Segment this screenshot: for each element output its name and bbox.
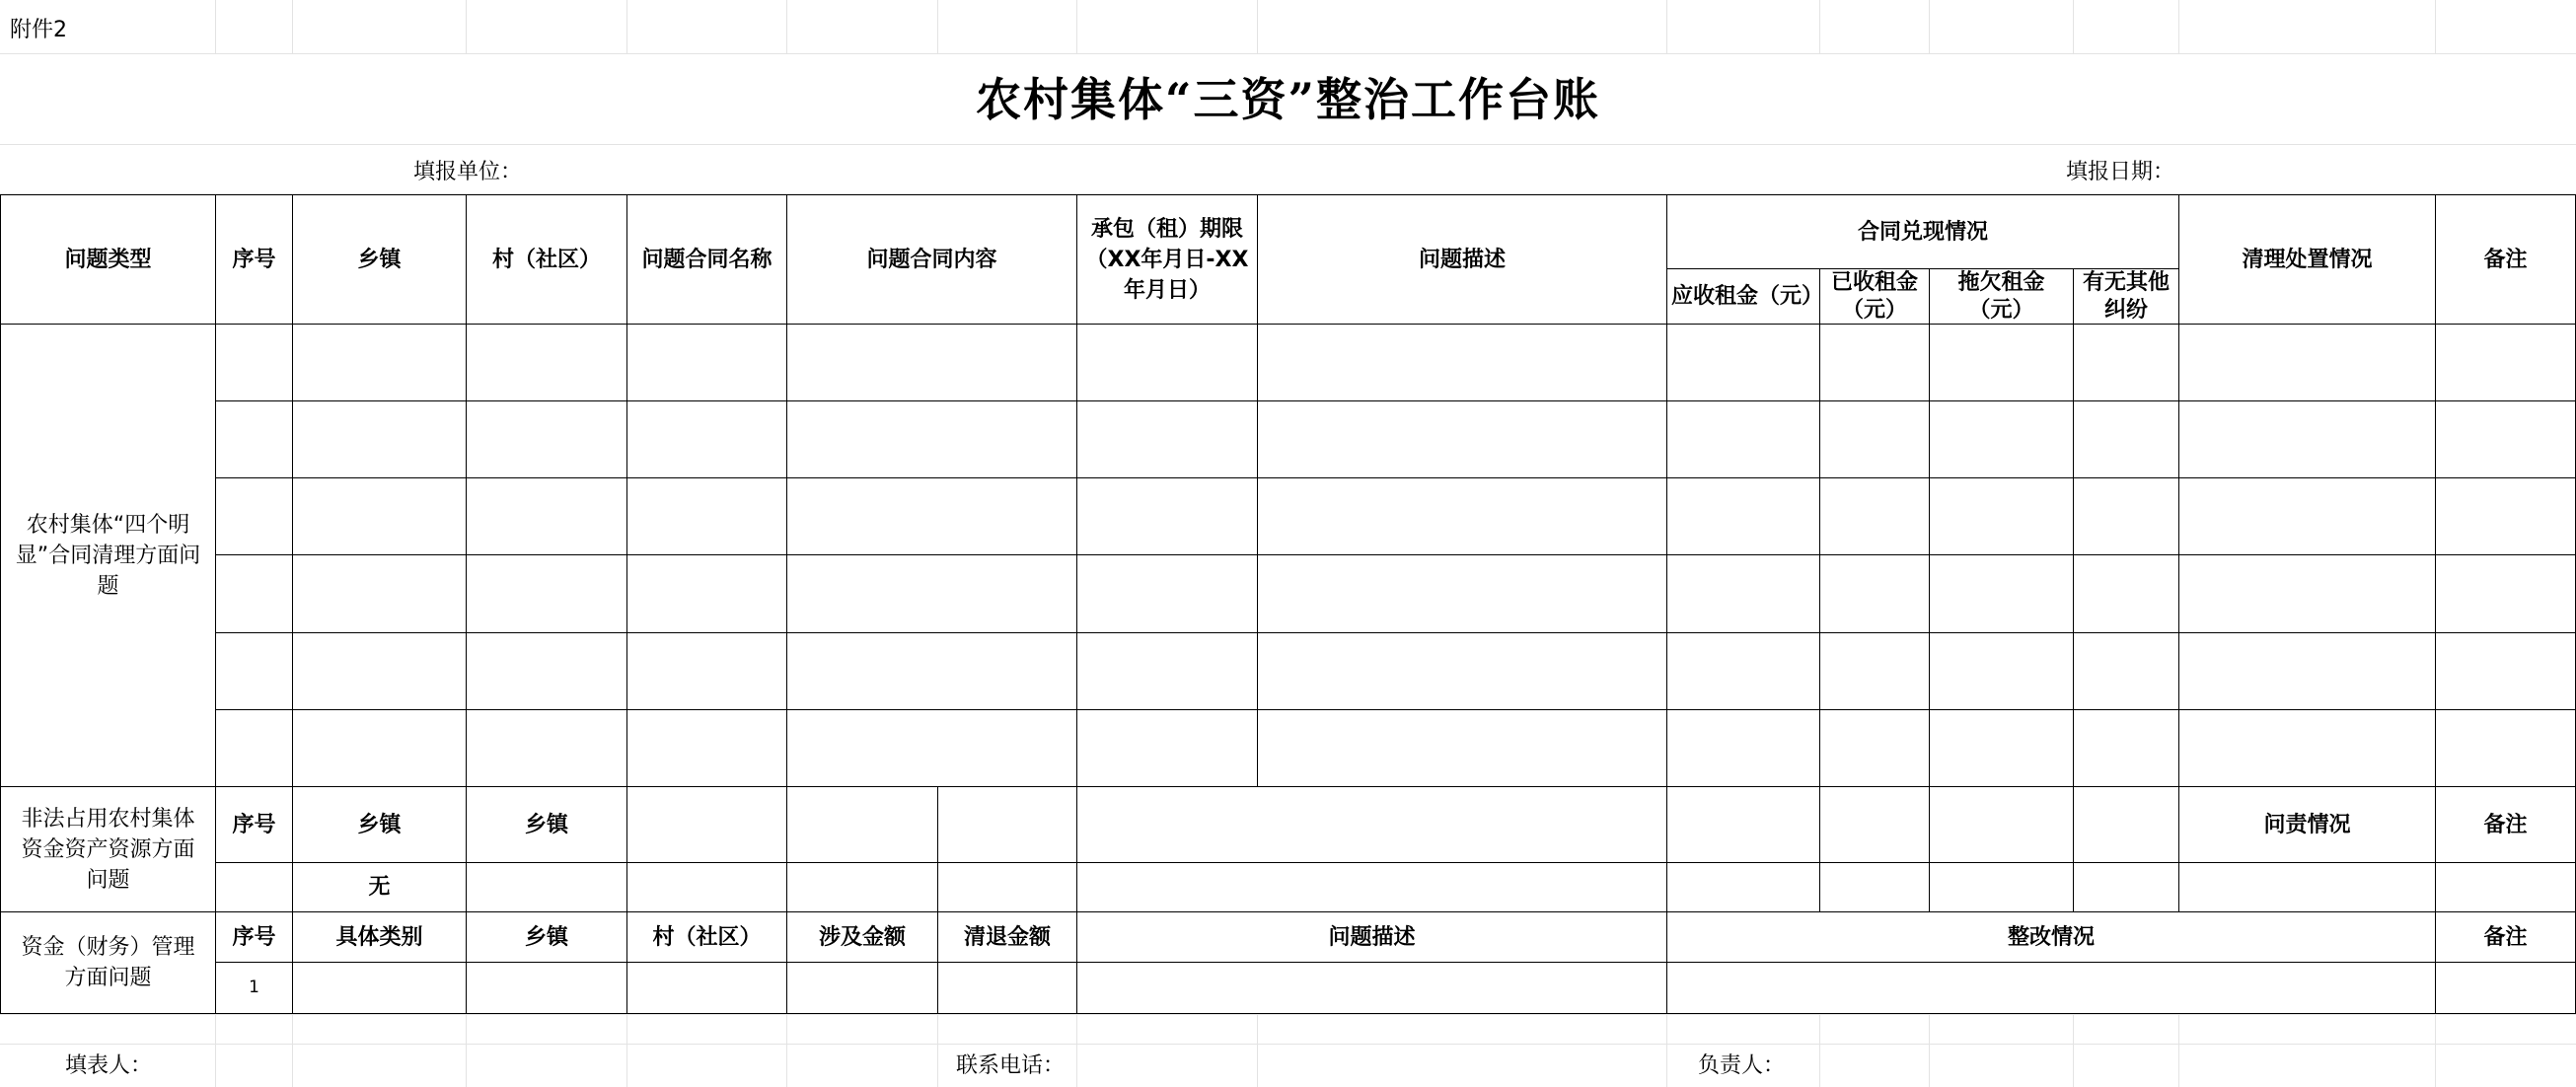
table-cell [1076, 554, 1258, 633]
table-cell [1076, 709, 1258, 787]
table-cell [1257, 477, 1667, 555]
header-serial: 序号 [215, 194, 293, 325]
table-cell [786, 862, 938, 912]
table-cell [1257, 709, 1667, 787]
table-cell [626, 709, 787, 787]
table-cell [626, 324, 787, 401]
table-cell [292, 709, 467, 787]
table-cell [2435, 632, 2576, 710]
gridline [292, 1014, 293, 1044]
page-title: 农村集体“三资”整治工作台账 [976, 72, 1600, 126]
gridline [2073, 1044, 2074, 1087]
s2-header-remarks: 备注 [2435, 786, 2576, 863]
s3-row-serial: 1 [215, 962, 293, 1014]
table-cell [1076, 632, 1258, 710]
filler-label: 填表人： [65, 1052, 153, 1078]
responsible-label: 负责人： [1698, 1052, 1786, 1078]
table-cell [1819, 477, 1930, 555]
gridline [2073, 0, 2074, 53]
table-cell [1819, 400, 1930, 478]
s2-header-blank [937, 786, 1077, 863]
table-cell [1929, 709, 2074, 787]
table-cell [1666, 962, 2436, 1014]
table-cell [786, 554, 1077, 633]
s2-header-blank [1076, 786, 1667, 863]
table-cell [626, 477, 787, 555]
s2-header-blank [1819, 786, 1930, 863]
table-cell [292, 632, 467, 710]
table-cell [2435, 862, 2576, 912]
phone-label: 联系电话： [956, 1052, 1066, 1078]
table-cell [1819, 554, 1930, 633]
gridline [1929, 1014, 1930, 1044]
table-cell [786, 962, 938, 1014]
table-cell [2073, 632, 2179, 710]
table-cell [1666, 477, 1820, 555]
header-rent-due: 应收租金（元） [1666, 268, 1820, 325]
table-cell [786, 400, 1077, 478]
table-cell [466, 862, 627, 912]
gridline [466, 1044, 467, 1087]
table-cell [786, 324, 1077, 401]
table-cell [1819, 862, 1930, 912]
table-cell [2435, 477, 2576, 555]
s2-header-township: 乡镇 [292, 786, 467, 863]
gridline [0, 53, 2576, 54]
gridline [1819, 1014, 1820, 1044]
header-remarks: 备注 [2435, 194, 2576, 325]
table-cell [2073, 862, 2179, 912]
table-cell [1666, 709, 1820, 787]
table-cell [215, 709, 293, 787]
table-cell [1929, 400, 2074, 478]
s2-header-serial: 序号 [215, 786, 293, 863]
header-contract-content: 问题合同内容 [786, 194, 1077, 325]
gridline [1076, 1014, 1077, 1044]
table-cell [1819, 709, 1930, 787]
header-fulfillment: 合同兑现情况 [1666, 194, 2179, 269]
gridline [786, 1044, 787, 1087]
s3-header-serial: 序号 [215, 911, 293, 963]
section1-category: 农村集体“四个明显”合同清理方面问题 [0, 324, 216, 787]
table-cell [292, 962, 467, 1014]
gridline [0, 1044, 2576, 1045]
table-cell [2435, 709, 2576, 787]
table-cell [1929, 477, 2074, 555]
table-cell [215, 632, 293, 710]
gridline [292, 0, 293, 53]
gridline [786, 1014, 787, 1044]
s3-header-refund-amount: 清退金额 [937, 911, 1077, 963]
header-rent-received: 已收租金（元） [1819, 268, 1930, 325]
fill-date-label: 填报日期： [2066, 159, 2175, 184]
table-cell [2435, 554, 2576, 633]
header-dispute: 有无其他纠纷 [2073, 268, 2179, 325]
table-cell [292, 400, 467, 478]
table-cell [1666, 554, 1820, 633]
s3-header-problem-desc: 问题描述 [1076, 911, 1667, 963]
header-village: 村（社区） [466, 194, 627, 325]
gridline [466, 0, 467, 53]
gridline [1819, 0, 1820, 53]
gridline [2178, 1044, 2179, 1087]
table-cell [2178, 554, 2436, 633]
gridline [1257, 0, 1258, 53]
table-cell [1257, 554, 1667, 633]
table-cell [1257, 632, 1667, 710]
section2-category: 非法占用农村集体资金资产资源方面问题 [0, 786, 216, 912]
gridline [937, 1014, 938, 1044]
s2-header-blank [1666, 786, 1820, 863]
table-cell [1076, 962, 1667, 1014]
s3-header-amount-involved: 涉及金额 [786, 911, 938, 963]
gridline [937, 1044, 938, 1087]
table-cell [215, 862, 293, 912]
s3-header-specific-category: 具体类别 [292, 911, 467, 963]
table-cell [1819, 324, 1930, 401]
table-cell [2435, 962, 2576, 1014]
gridline [0, 144, 2576, 145]
s2-header-blank [1929, 786, 2074, 863]
table-cell [2178, 709, 2436, 787]
s2-header-blank [786, 786, 938, 863]
section3-category: 资金（财务）管理方面问题 [0, 911, 216, 1014]
fill-unit-label: 填报单位： [413, 159, 523, 184]
table-cell [1666, 324, 1820, 401]
gridline [215, 1014, 216, 1044]
table-cell [937, 962, 1077, 1014]
table-cell [626, 862, 787, 912]
table-cell [2073, 324, 2179, 401]
s2-header-blank [626, 786, 787, 863]
table-cell [215, 400, 293, 478]
gridline [626, 1014, 627, 1044]
table-cell [626, 400, 787, 478]
gridline [1666, 1044, 1667, 1087]
table-cell [215, 554, 293, 633]
gridline [626, 1044, 627, 1087]
table-cell [1076, 477, 1258, 555]
gridline [2073, 1014, 2074, 1044]
table-cell [937, 862, 1077, 912]
gridline [1257, 1014, 1258, 1044]
gridline [2178, 1014, 2179, 1044]
attachment-label: 附件2 [10, 17, 67, 42]
table-cell [1819, 632, 1930, 710]
table-cell [1076, 400, 1258, 478]
gridline [937, 0, 938, 53]
gridline [1257, 1044, 1258, 1087]
table-cell [786, 477, 1077, 555]
table-cell [2435, 324, 2576, 401]
table-cell [466, 324, 627, 401]
s2-header-blank [2073, 786, 2179, 863]
table-cell [1666, 400, 1820, 478]
table-cell [2178, 324, 2436, 401]
table-cell [1929, 862, 2074, 912]
s3-header-village: 村（社区） [626, 911, 787, 963]
table-cell [215, 324, 293, 401]
table-cell [2178, 632, 2436, 710]
gridline [2178, 0, 2179, 53]
gridline [1929, 0, 1930, 53]
table-cell [1257, 400, 1667, 478]
table-cell [466, 962, 627, 1014]
table-cell [466, 709, 627, 787]
s2-header-township-2: 乡镇 [466, 786, 627, 863]
gridline [1666, 0, 1667, 53]
table-cell [626, 962, 787, 1014]
table-cell [466, 400, 627, 478]
table-cell [1666, 862, 1820, 912]
gridline [786, 0, 787, 53]
table-cell [292, 477, 467, 555]
gridline [2435, 0, 2436, 53]
table-cell [1929, 554, 2074, 633]
table-cell [2073, 709, 2179, 787]
gridline [2435, 1044, 2436, 1087]
table-cell [466, 632, 627, 710]
header-township: 乡镇 [292, 194, 467, 325]
gridline [1076, 0, 1077, 53]
table-cell [2073, 554, 2179, 633]
gridline [466, 1014, 467, 1044]
header-disposal: 清理处置情况 [2178, 194, 2436, 325]
table-cell [2178, 862, 2436, 912]
header-contract-period: 承包（租）期限（XX年月日-XX年月日） [1076, 194, 1258, 325]
table-cell [1666, 632, 1820, 710]
table-cell [466, 554, 627, 633]
table-cell [292, 554, 467, 633]
table-cell [1929, 324, 2074, 401]
table-cell [1257, 324, 1667, 401]
table-cell [466, 477, 627, 555]
gridline [2435, 1014, 2436, 1044]
header-problem-type: 问题类型 [0, 194, 216, 325]
table-cell [2073, 400, 2179, 478]
gridline [1666, 1014, 1667, 1044]
table-cell [626, 632, 787, 710]
header-rent-owed: 拖欠租金（元） [1929, 268, 2074, 325]
gridline [215, 0, 216, 53]
s2-row-value: 无 [292, 862, 467, 912]
table-cell [2178, 400, 2436, 478]
header-problem-desc: 问题描述 [1257, 194, 1667, 325]
table-cell [786, 632, 1077, 710]
table-cell [1076, 324, 1258, 401]
table-cell [2178, 477, 2436, 555]
table-cell [1076, 862, 1667, 912]
gridline [626, 0, 627, 53]
s2-header-accountability: 问责情况 [2178, 786, 2436, 863]
table-cell [2073, 477, 2179, 555]
header-contract-name: 问题合同名称 [626, 194, 787, 325]
s3-header-rectification: 整改情况 [1666, 911, 2436, 963]
table-cell [215, 477, 293, 555]
gridline [0, 1014, 2576, 1015]
table-cell [626, 554, 787, 633]
table-cell [1929, 632, 2074, 710]
table-cell [2435, 400, 2576, 478]
table-cell [292, 324, 467, 401]
table-cell [786, 709, 1077, 787]
s3-header-township: 乡镇 [466, 911, 627, 963]
s3-header-remarks: 备注 [2435, 911, 2576, 963]
